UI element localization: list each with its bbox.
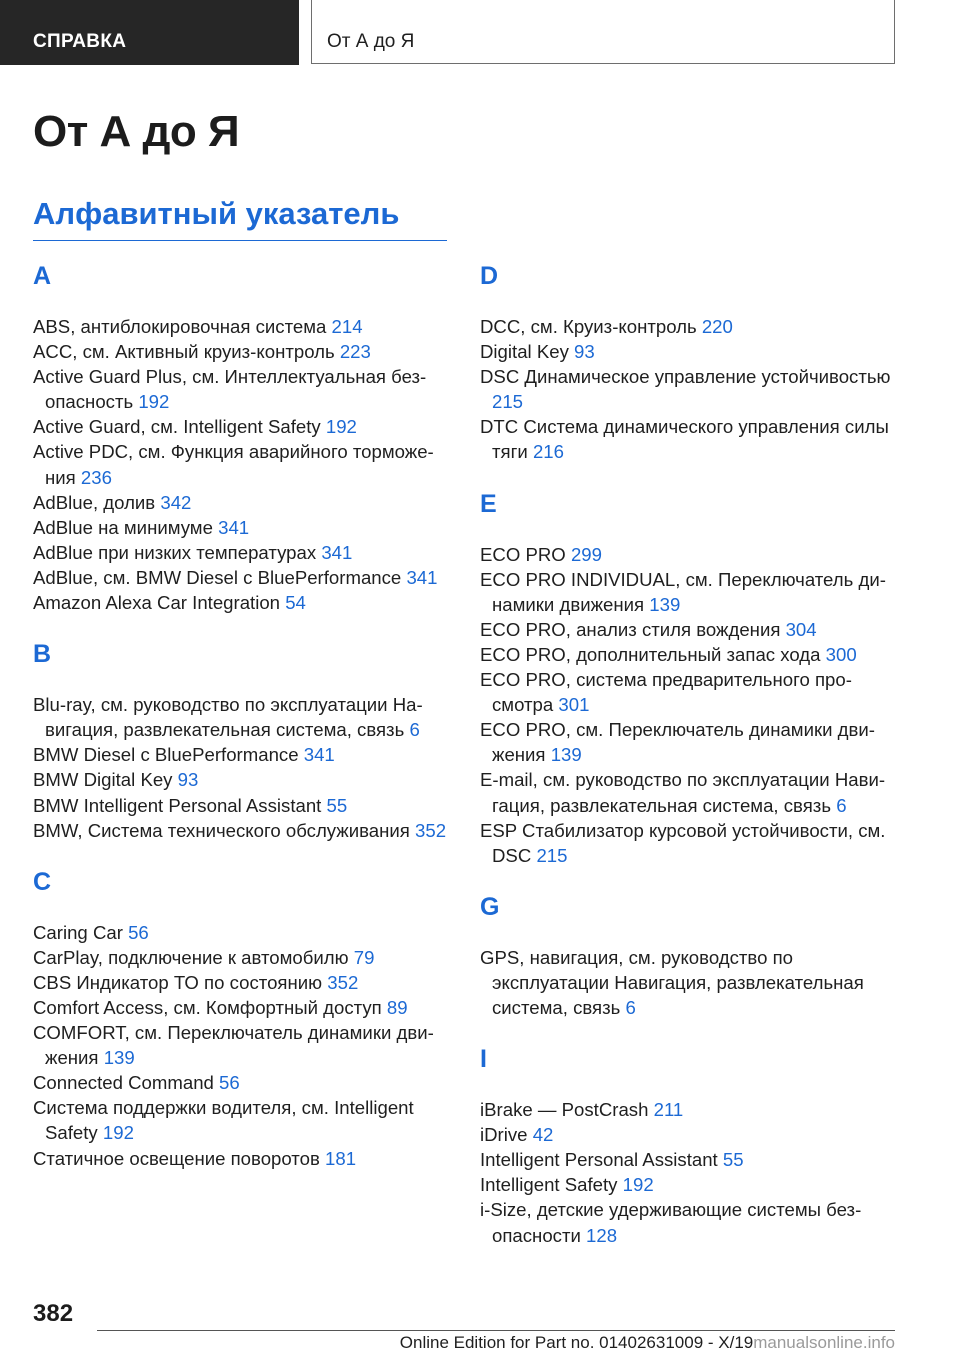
index-entry-page-link[interactable]: 139 <box>103 1047 135 1069</box>
index-entry <box>480 945 900 1020</box>
index-entry-text: ECO PRO, дополнительный запас хода <box>480 643 821 665</box>
index-entry-page-link[interactable]: 223 <box>339 341 371 363</box>
index-entry-page-link[interactable]: 93 <box>177 769 199 791</box>
index-entry-page-link[interactable]: 236 <box>80 466 112 488</box>
index-entry <box>480 542 900 567</box>
index-entry-page-link[interactable]: 128 <box>586 1224 618 1246</box>
index-entry <box>33 439 453 489</box>
index-entry-text: ECO PRO, см. Переключатель динамики движения <box>480 719 875 766</box>
index-entry-text: ABS, антиблокировочная система <box>33 316 327 337</box>
index-entry <box>33 995 453 1020</box>
index-entry-page-link[interactable]: 352 <box>415 819 447 841</box>
index-entry-page-link[interactable]: 192 <box>138 391 170 413</box>
index-letter-heading: A <box>33 262 52 290</box>
index-entry-text: GPS, навигация, см. руководство по эксплуатации Навигация, развлекательная система, связь <box>480 946 864 1018</box>
index-entry <box>33 793 453 818</box>
index-section <box>480 889 900 1020</box>
footer-watermark: manualsonline.info <box>753 1333 895 1352</box>
index-entry-text: CBS Индикатор ТО по состоянию <box>33 971 323 993</box>
index-entry <box>33 970 453 995</box>
index-entry-list <box>480 314 900 465</box>
index-entry <box>33 540 453 565</box>
header-chapter-label: От А до Я <box>327 31 415 52</box>
index-entry-text: Comfort Access, см. Комфортный доступ <box>33 996 382 1018</box>
index-entry-text: ECO PRO <box>480 543 566 565</box>
index-entry <box>480 617 900 642</box>
index-section <box>480 486 900 868</box>
index-entry <box>33 1020 453 1070</box>
page-number: 382 <box>33 1300 74 1327</box>
index-entry-text: iDrive <box>480 1124 528 1146</box>
index-entry-page-link[interactable]: 299 <box>570 543 602 565</box>
header-section-label: СПРАВКА <box>33 31 127 52</box>
index-entry-list <box>480 1097 900 1248</box>
index-section <box>33 258 453 615</box>
index-entry-page-link[interactable]: 192 <box>622 1174 654 1196</box>
index-entry-text: Caring Car <box>33 921 123 943</box>
index-letter-heading: D <box>480 262 499 290</box>
index-letter-heading: I <box>480 1045 487 1074</box>
index-entry <box>33 515 453 540</box>
index-entry-list <box>33 920 453 1171</box>
index-entry-text: Система поддержки водителя, см. Intelligent Safety <box>33 1097 414 1144</box>
index-entry-text: i-Size, детские удерживающие системы безопасности <box>480 1199 862 1246</box>
index-entry-page-link[interactable]: 352 <box>327 971 359 993</box>
index-entry <box>480 1147 900 1172</box>
index-section <box>480 258 900 465</box>
index-entry-text: CarPlay, подключение к автомобилю <box>33 946 349 968</box>
index-entry-page-link[interactable]: 341 <box>303 744 335 766</box>
index-entry-text: Intelligent Personal Assistant <box>480 1149 718 1171</box>
index-entry-list <box>480 542 900 868</box>
index-entry <box>33 945 453 970</box>
index-entry-text: iBrake — PostCrash <box>480 1099 649 1121</box>
index-entry <box>480 1097 900 1122</box>
footer-edition-text: Online Edition for Part no. 01402631009 - X/19 <box>399 1333 754 1352</box>
index-entry-text: DSC Динамическое управление устойчивостью <box>480 366 891 388</box>
index-entry <box>480 1122 900 1147</box>
index-entry-page-link[interactable]: 214 <box>331 316 363 337</box>
index-entry <box>480 567 900 617</box>
index-entry-text: COMFORT, см. Переключатель динамики движения <box>33 1022 434 1069</box>
index-entry-text: BMW, Система технического обслуживания <box>33 819 410 841</box>
index-entry <box>33 565 453 590</box>
index-entry <box>480 818 900 868</box>
index-entry-text: DTC Система динамического управления силы тяги <box>480 416 889 463</box>
index-entry-text: ESP Стабилизатор курсовой устойчивости, см. DSC <box>480 819 886 866</box>
index-entry <box>33 1095 453 1145</box>
footer-divider <box>97 1330 895 1331</box>
index-entry <box>480 642 900 667</box>
index-entry-text: AdBlue при низких температурах <box>33 541 317 563</box>
index-entry <box>33 818 453 843</box>
index-entry-text: ECO PRO, система предварительного просмотра <box>480 669 852 716</box>
index-entry-text: Intelligent Safety <box>480 1174 618 1196</box>
index-column-left <box>33 258 453 1192</box>
index-entry <box>480 364 900 414</box>
index-entry-page-link[interactable]: 341 <box>218 516 250 538</box>
index-entry-page-link[interactable]: 192 <box>102 1122 134 1144</box>
index-entry <box>33 692 453 742</box>
index-entry-text: Active Guard, см. Intelligent Safety <box>33 416 321 438</box>
index-entry <box>480 414 900 464</box>
index-entry-page-link[interactable]: 216 <box>532 441 564 463</box>
index-entry-text: E-mail, см. руководство по эксплуатации Навигация, развлекательная система, связь <box>480 769 886 816</box>
index-entry-page-link[interactable]: 6 <box>836 794 847 816</box>
index-entry <box>480 767 900 817</box>
index-entry <box>33 920 453 945</box>
index-entry <box>33 414 453 439</box>
index-column-right <box>480 258 900 1269</box>
index-entry-text: BMW Digital Key <box>33 769 173 791</box>
index-entry-text: Active Guard Plus, см. Интеллектуальная безопасность <box>33 366 427 413</box>
index-entry <box>33 742 453 767</box>
index-entry-page-link[interactable]: 300 <box>825 643 857 665</box>
index-entry-text: ECO PRO INDIVIDUAL, см. Переключатель динамики движения <box>480 568 886 615</box>
index-entry <box>480 314 900 339</box>
index-entry-text: Blu-ray, см. руководство по эксплуатации Навигация, развлекательная система, связь <box>33 694 423 741</box>
index-entry-page-link[interactable]: 56 <box>128 921 149 943</box>
index-entry-page-link[interactable]: 79 <box>353 946 375 968</box>
index-entry-page-link[interactable]: 6 <box>625 996 636 1018</box>
index-entry <box>33 767 453 792</box>
index-entry-text: Digital Key <box>480 341 569 363</box>
index-entry-page-link[interactable]: 215 <box>492 391 524 413</box>
index-entry-page-link[interactable]: 341 <box>321 541 353 563</box>
index-entry-page-link[interactable]: 42 <box>532 1124 554 1146</box>
index-entry-text: ECO PRO, анализ стиля вождения <box>480 618 781 640</box>
index-entry-page-link[interactable]: 192 <box>325 416 357 438</box>
index-entry-page-link[interactable]: 215 <box>536 844 568 866</box>
index-entry-text: DCC, см. Круиз-контроль <box>480 316 697 337</box>
page-title: От А до Я <box>33 107 240 156</box>
index-entry-text: ACC, см. Активный круиз-контроль <box>33 341 335 363</box>
index-entry-page-link[interactable]: 181 <box>325 1147 357 1169</box>
index-entry-list <box>480 945 900 1020</box>
index-entry-list <box>33 314 453 615</box>
index-entry-page-link[interactable]: 139 <box>550 744 582 766</box>
index-letter-heading: G <box>480 892 500 921</box>
index-entry-text: BMW Diesel с BluePerformance <box>33 744 299 766</box>
index-section <box>480 1041 900 1248</box>
index-section <box>33 636 453 843</box>
header-section-tab <box>0 0 299 65</box>
index-entry <box>480 1172 900 1197</box>
index-letter-heading: C <box>33 867 52 896</box>
index-entry <box>33 364 453 414</box>
index-entry-page-link[interactable]: 211 <box>653 1099 684 1121</box>
index-entry-page-link[interactable]: 55 <box>722 1149 744 1171</box>
index-entry <box>480 717 900 767</box>
index-entry-text: BMW Intelligent Personal Assistant <box>33 794 322 816</box>
index-entry <box>480 1197 900 1247</box>
index-letter-heading: E <box>480 489 497 518</box>
index-entry <box>33 1070 453 1095</box>
index-entry-page-link[interactable]: 93 <box>574 341 595 363</box>
index-section <box>33 864 453 1171</box>
index-entry-page-link[interactable]: 6 <box>409 719 420 741</box>
footer-edition <box>0 1333 895 1353</box>
index-entry-page-link[interactable]: 139 <box>649 593 681 615</box>
index-entry-page-link[interactable]: 54 <box>285 592 306 614</box>
index-entry <box>33 339 453 364</box>
index-entry-page-link[interactable]: 301 <box>558 694 590 716</box>
index-entry-text: AdBlue, см. BMW Diesel с BluePerformance <box>33 566 402 588</box>
index-entry-page-link[interactable]: 220 <box>701 316 733 337</box>
index-entry-list <box>33 692 453 843</box>
index-letter-heading: B <box>33 640 52 669</box>
index-entry <box>33 314 453 339</box>
index-entry-text: AdBlue, долив <box>33 491 156 513</box>
index-entry-page-link[interactable]: 342 <box>160 491 192 513</box>
index-entry <box>33 490 453 515</box>
index-entry-page-link[interactable]: 341 <box>406 566 438 588</box>
index-entry-page-link[interactable]: 56 <box>219 1072 240 1094</box>
index-entry-page-link[interactable]: 304 <box>785 618 817 640</box>
header-chapter-tab <box>311 0 895 64</box>
index-subtitle: Алфавитный указатель <box>33 191 447 241</box>
index-entry-page-link[interactable]: 55 <box>326 794 348 816</box>
index-entry-page-link[interactable]: 89 <box>386 996 408 1018</box>
index-entry <box>480 339 900 364</box>
index-entry-text: AdBlue на минимуме <box>33 516 213 538</box>
index-entry-text: Connected Command <box>33 1072 214 1094</box>
index-entry-text: Статичное освещение поворотов <box>33 1147 320 1169</box>
index-entry <box>33 1146 453 1171</box>
index-entry <box>33 590 453 615</box>
index-entry-text: Active PDC, см. Функция аварийного торможения <box>33 441 434 488</box>
index-entry-text: Amazon Alexa Car Integration <box>33 592 281 614</box>
index-entry <box>480 667 900 717</box>
